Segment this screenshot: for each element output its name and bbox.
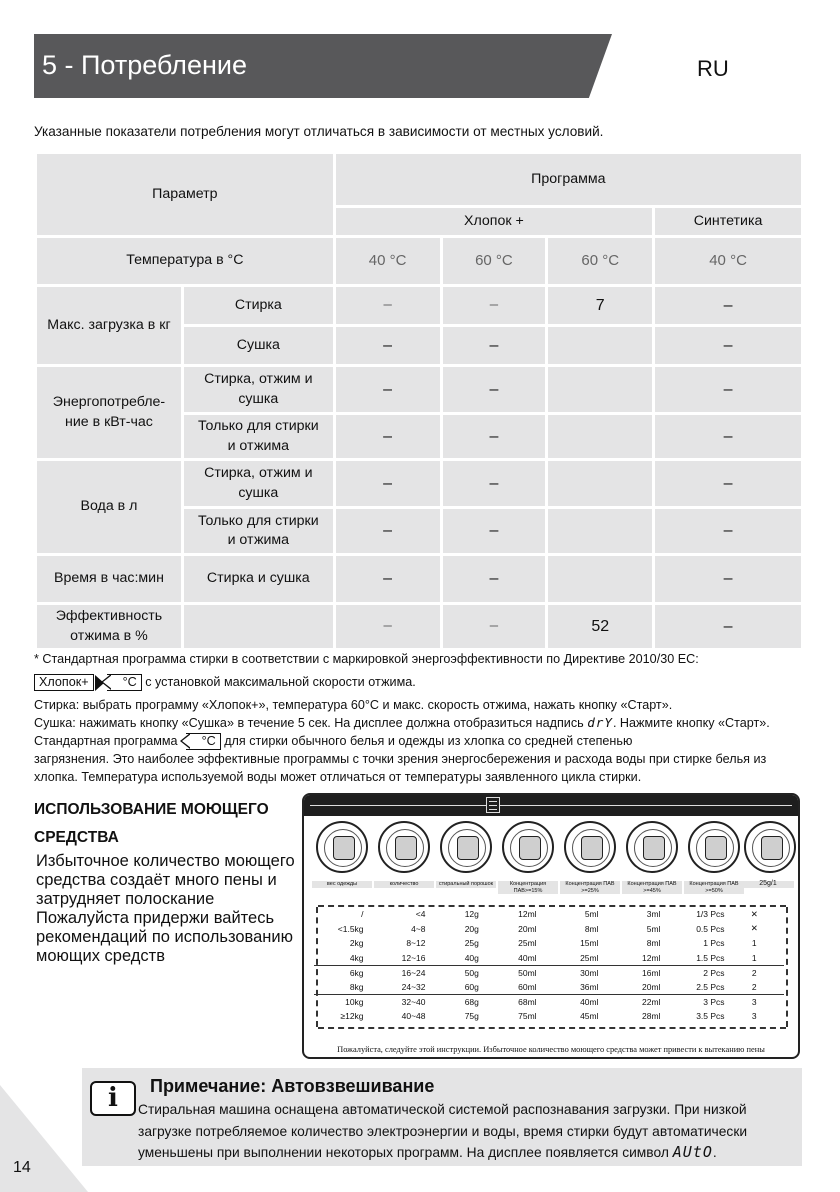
table-cell: 40ml bbox=[518, 952, 537, 963]
cell: – bbox=[443, 415, 546, 458]
table-cell: 3 bbox=[751, 997, 757, 1008]
tablet-glyph bbox=[761, 836, 783, 860]
dashed-border bbox=[318, 1027, 786, 1029]
icon-label: количество bbox=[374, 881, 434, 888]
cell: – bbox=[443, 327, 546, 364]
water-b-label: Только для стирки и отжима bbox=[184, 509, 333, 553]
icon-label: стиральный порошок bbox=[436, 881, 496, 888]
table-cell: 60g bbox=[464, 982, 479, 993]
table-cell: 8kg bbox=[349, 982, 364, 993]
table-cell: 24~32 bbox=[401, 982, 426, 993]
pod-icon bbox=[688, 821, 740, 873]
cell: – bbox=[443, 509, 546, 553]
table-cell: 5ml bbox=[584, 909, 599, 920]
table-cell: ✕ bbox=[750, 923, 758, 934]
footnote-dry-b: . Нажмите кнопку «Старт». bbox=[612, 716, 770, 730]
table-row bbox=[314, 936, 784, 951]
info-icon: i bbox=[90, 1081, 136, 1116]
table-cell: 2 Pcs bbox=[703, 967, 725, 978]
table-cell: 12~16 bbox=[401, 952, 426, 963]
water-label: Вода в л bbox=[37, 461, 181, 553]
clothes-icon bbox=[378, 821, 430, 873]
table-cell: 60ml bbox=[518, 982, 537, 993]
cell bbox=[548, 461, 652, 506]
cell: – bbox=[655, 415, 801, 458]
table-cell: 25g bbox=[464, 938, 479, 949]
tablet-icon bbox=[744, 821, 796, 873]
footnote-std-b: для стирки обычного белья и одежды из хлопка со средней степенью bbox=[220, 734, 633, 748]
footnote-std-a: Стандартная программа bbox=[34, 734, 178, 748]
temp-box: °C bbox=[107, 674, 142, 691]
table-cell: 3 Pcs bbox=[703, 997, 725, 1008]
time-sub-label: Стирка и сушка bbox=[184, 556, 333, 602]
cell bbox=[548, 327, 652, 364]
note-text-b: . bbox=[712, 1145, 717, 1160]
energy-label: Энергопотребле- ние в кВт-час bbox=[37, 367, 181, 458]
table-cell: 1 bbox=[751, 952, 757, 963]
cell: – bbox=[336, 556, 440, 602]
table-cell: 1 Pcs bbox=[703, 938, 725, 949]
table-cell: 50g bbox=[464, 967, 479, 978]
table-cell: 68ml bbox=[518, 997, 537, 1008]
scale-icon bbox=[316, 821, 368, 873]
footnote-std-d: хлопка. Температура используемой воды может отличаться от температуры заявленного цикла стирки. bbox=[34, 770, 642, 784]
table-cell: 22ml bbox=[642, 997, 661, 1008]
time-label: Время в час:мин bbox=[37, 556, 181, 602]
temp-val: 40 °C bbox=[655, 238, 801, 284]
cell bbox=[548, 367, 652, 412]
cell: – bbox=[655, 287, 801, 324]
table-cell: 40~48 bbox=[401, 1011, 426, 1022]
cell: – bbox=[655, 367, 801, 412]
cell: – bbox=[443, 556, 546, 602]
table-row bbox=[314, 907, 784, 922]
water-a-label: Стирка, отжим и сушка bbox=[184, 461, 333, 506]
table-row bbox=[314, 1009, 784, 1024]
intro-text: Указанные показатели потребления могут отличаться в зависимости от местных условий. bbox=[34, 124, 604, 139]
dashed-border bbox=[786, 907, 788, 1027]
icon-label: Концентрация ПАВ >=50% bbox=[684, 881, 744, 894]
cell: 52 bbox=[548, 605, 652, 648]
table-cell: 50ml bbox=[518, 967, 537, 978]
icon-label: Концентрация ПАВ>=15% bbox=[498, 881, 558, 894]
program-header: Программа bbox=[336, 154, 801, 205]
energy-a-label: Стирка, отжим и сушка bbox=[184, 367, 333, 412]
table-cell: 32~40 bbox=[401, 997, 426, 1008]
table-cell: 16ml bbox=[642, 967, 661, 978]
clothes-glyph bbox=[395, 836, 417, 860]
temp-val: 40 °C bbox=[336, 238, 440, 284]
table-cell: 2kg bbox=[349, 938, 364, 949]
detergent-heading bbox=[34, 796, 269, 852]
footnote-line2 bbox=[34, 673, 416, 691]
cell: – bbox=[336, 327, 440, 364]
temp-val: 60 °C bbox=[548, 238, 652, 284]
auto-display-symbol: AUtO bbox=[672, 1143, 713, 1161]
table-cell: 3ml bbox=[646, 909, 661, 920]
table-cell: 1/3 Pcs bbox=[696, 909, 725, 920]
powder-box-icon bbox=[440, 821, 492, 873]
cell bbox=[548, 556, 652, 602]
bottle-glyph bbox=[581, 836, 603, 860]
table-cell: 30ml bbox=[580, 967, 599, 978]
note-title: Примечание: Автовзвешивание bbox=[150, 1076, 435, 1096]
icon-label: вес одежды bbox=[312, 881, 372, 888]
table-cell: 40g bbox=[464, 952, 479, 963]
cell: – bbox=[655, 461, 801, 506]
table-cell: 36ml bbox=[580, 982, 599, 993]
table-cell: 68g bbox=[464, 997, 479, 1008]
table-cell: 0.5 Pcs bbox=[696, 923, 725, 934]
table-row bbox=[314, 965, 784, 980]
dry-display-symbol: drY bbox=[587, 715, 613, 730]
table-cell: 20g bbox=[464, 923, 479, 934]
detergent-heading-1: ИСПОЛЬЗОВАНИЕ МОЮЩЕГО bbox=[34, 801, 269, 818]
table-cell: 5ml bbox=[646, 923, 661, 934]
table-cell: 3 bbox=[751, 1011, 757, 1022]
table-cell: / bbox=[361, 909, 364, 920]
dosage-table bbox=[314, 907, 784, 1024]
detergent-text: Избыточное количество моющего средства создаёт много пены и затрудняет полоскание Пожалуйста придержи вайтесь рекомендаций по использованию моющих средств bbox=[36, 852, 295, 965]
panel-footer: Пожалуйста, следуйте этой инструкции. Избыточное количество моющего средства может привести к вытеканию пены bbox=[337, 1045, 765, 1054]
load-dry-label: Сушка bbox=[184, 327, 333, 364]
cell: – bbox=[336, 461, 440, 506]
detergent-heading-2: СРЕДСТВА bbox=[34, 829, 119, 846]
table-row bbox=[314, 922, 784, 937]
table-cell: 1.5 Pcs bbox=[696, 952, 725, 963]
page-title: 5 - Потребление bbox=[42, 50, 247, 80]
table-cell: 8ml bbox=[584, 923, 599, 934]
cell: – bbox=[443, 367, 546, 412]
table-cell: 20ml bbox=[518, 923, 537, 934]
table-row bbox=[314, 995, 784, 1010]
footnote-wash: Стирка: выбрать программу «Хлопок+», температура 60°С и макс. скорость отжима, нажать кнопку «Старт». bbox=[34, 698, 673, 712]
table-cell: 16~24 bbox=[401, 967, 426, 978]
detergent-bottle-2-icon bbox=[564, 821, 616, 873]
cell: – bbox=[336, 605, 440, 648]
page-number: 14 bbox=[13, 1159, 31, 1176]
table-cell: 8~12 bbox=[406, 938, 426, 949]
table-cell: <1.5kg bbox=[337, 923, 364, 934]
table-cell: 4kg bbox=[349, 952, 364, 963]
footnote-dry-a: Сушка: нажимать кнопку «Сушка» в течение 5 сек. На дисплее должна отобразиться надпись bbox=[34, 716, 588, 730]
load-wash-label: Стирка bbox=[184, 287, 333, 324]
param-header: Параметр bbox=[37, 154, 333, 235]
cell: – bbox=[336, 367, 440, 412]
table-cell: 40ml bbox=[580, 997, 599, 1008]
table-cell: 15ml bbox=[580, 938, 599, 949]
cell: – bbox=[655, 556, 801, 602]
powder-glyph bbox=[457, 836, 479, 860]
table-cell: 4~8 bbox=[411, 923, 426, 934]
bottle-glyph bbox=[643, 836, 665, 860]
divider bbox=[310, 805, 792, 806]
icon-label: Концентрация ПАВ >=45% bbox=[622, 881, 682, 894]
note-text bbox=[138, 1099, 800, 1164]
cell: – bbox=[655, 605, 801, 648]
cell: – bbox=[443, 605, 546, 648]
load-label: Макс. загрузка в кг bbox=[37, 287, 181, 364]
table-cell: 45ml bbox=[580, 1011, 599, 1022]
cell: – bbox=[655, 327, 801, 364]
cell bbox=[548, 415, 652, 458]
table-cell: 28ml bbox=[642, 1011, 661, 1022]
cell: – bbox=[336, 287, 440, 324]
footnote-line2-tail: с установкой максимальной скорости отжима. bbox=[141, 675, 416, 689]
table-cell: 75ml bbox=[518, 1011, 537, 1022]
table-cell: 10kg bbox=[345, 997, 364, 1008]
pod-glyph bbox=[705, 836, 727, 860]
cell: – bbox=[443, 287, 546, 324]
table-cell: 6kg bbox=[349, 967, 364, 978]
detergent-panel bbox=[302, 793, 800, 1059]
cell: – bbox=[443, 461, 546, 506]
table-cell: 2.5 Pcs bbox=[696, 982, 725, 993]
temp-label: Температура в °С bbox=[37, 238, 333, 284]
footnote-dry bbox=[34, 714, 770, 732]
language-label: RU bbox=[697, 56, 729, 81]
table-row bbox=[314, 951, 784, 966]
footnote-std bbox=[34, 732, 632, 750]
std-temp-box: °C bbox=[186, 733, 221, 750]
icon-label: Концентрация ПАВ >=25% bbox=[560, 881, 620, 894]
program-box: Хлопок+ bbox=[34, 674, 94, 691]
footnote-std-c: загрязнения. Это наиболее эффективные программы с точки зрения энергосбережения и расхода воды при стирке белья из bbox=[34, 752, 767, 766]
table-cell: 12ml bbox=[518, 909, 537, 920]
document-icon bbox=[486, 797, 500, 813]
panel-top-bar bbox=[304, 795, 798, 816]
cell bbox=[548, 509, 652, 553]
cell: 7 bbox=[548, 287, 652, 324]
consumption-table bbox=[34, 151, 804, 651]
bottle-glyph bbox=[519, 836, 541, 860]
detergent-bottle-icon bbox=[502, 821, 554, 873]
table-cell: 2 bbox=[751, 967, 757, 978]
energy-b-label: Только для стирки и отжима bbox=[184, 415, 333, 458]
spin-sub bbox=[184, 605, 333, 648]
cell: – bbox=[336, 415, 440, 458]
scale-glyph bbox=[333, 836, 355, 860]
table-cell: 2 bbox=[751, 982, 757, 993]
group-cotton: Хлопок + bbox=[336, 208, 652, 235]
table-cell: 25ml bbox=[518, 938, 537, 949]
spin-label: Эффективность отжима в % bbox=[37, 605, 181, 648]
detergent-bottle-3-icon bbox=[626, 821, 678, 873]
footnote-line1: * Стандартная программа стирки в соответствии с маркировкой энергоэффективности по Директиве 2010/30 ЕС: bbox=[34, 652, 699, 666]
cell: – bbox=[655, 509, 801, 553]
table-cell: 12ml bbox=[642, 952, 661, 963]
group-synth: Синтетика bbox=[655, 208, 801, 235]
note-text-a: Стиральная машина оснащена автоматической системой распознавания загрузки. При низкой загрузке потребляемое количество электроэнергии и воды, время стирки будут автоматически уменьшены при выполнении некоторых программ. На дисплее появляется символ bbox=[138, 1102, 748, 1160]
icon-label: 25g/1 bbox=[742, 881, 794, 888]
table-cell: 12g bbox=[464, 909, 479, 920]
table-cell: 25ml bbox=[580, 952, 599, 963]
table-cell: 75g bbox=[464, 1011, 479, 1022]
table-cell: ≥12kg bbox=[340, 1011, 364, 1022]
table-cell: 20ml bbox=[642, 982, 661, 993]
temp-val: 60 °C bbox=[443, 238, 546, 284]
table-cell: <4 bbox=[415, 909, 426, 920]
table-cell: 8ml bbox=[646, 938, 661, 949]
table-row bbox=[314, 980, 784, 995]
table-cell: ✕ bbox=[750, 908, 758, 919]
cell: – bbox=[336, 509, 440, 553]
table-cell: 3.5 Pcs bbox=[696, 1011, 725, 1022]
table-cell: 1 bbox=[751, 938, 757, 949]
